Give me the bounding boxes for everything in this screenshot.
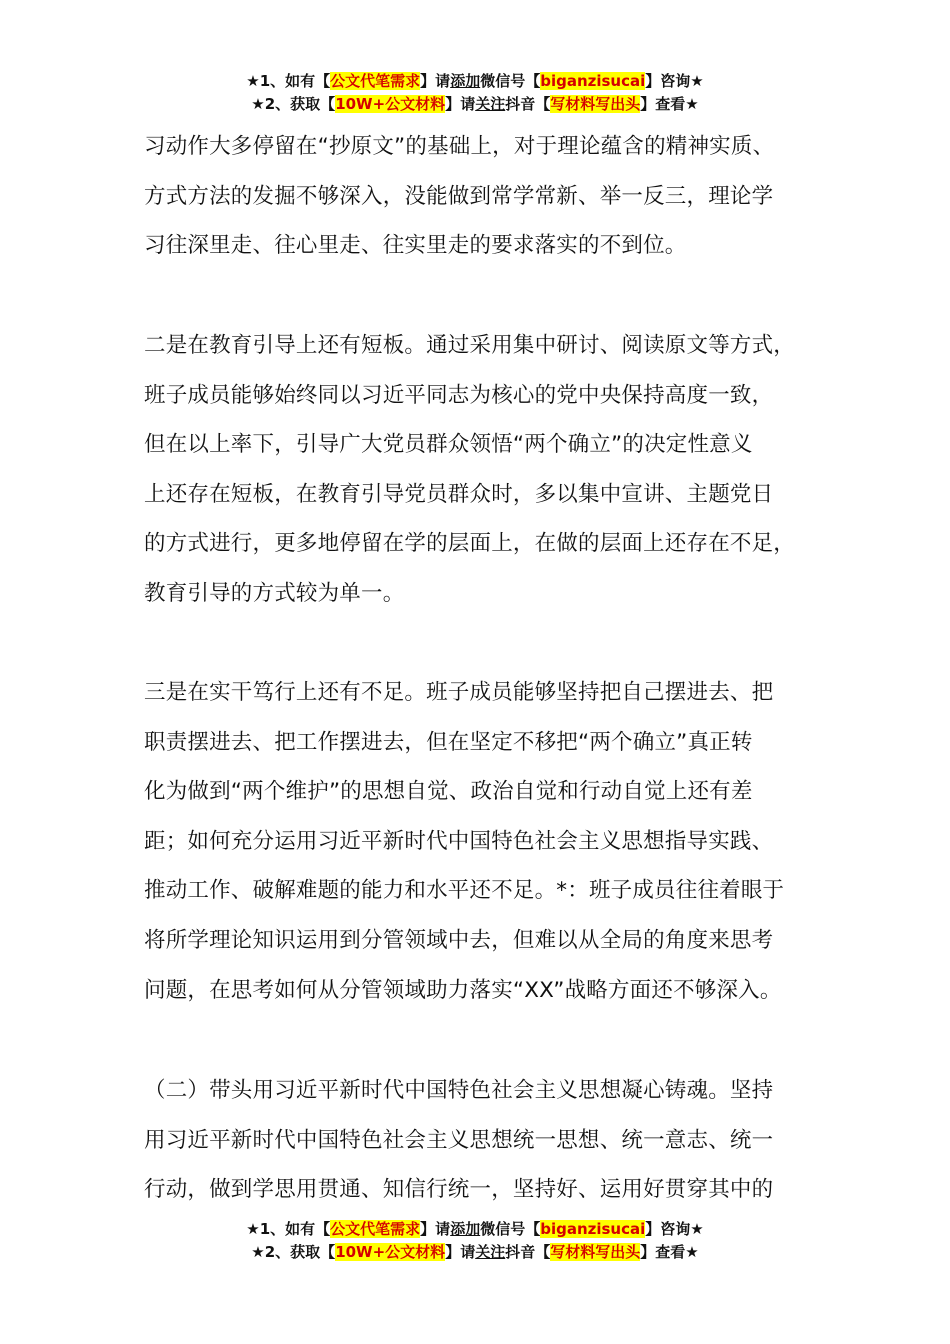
banner-text: 抖音【 — [505, 95, 551, 113]
highlight-service: 公文代笔需求 — [330, 1220, 421, 1238]
text-line: 的方式进行，更多地停留在学的层面上，在做的层面上还存在不足， — [144, 531, 796, 557]
banner-text: 】查看★ — [640, 1243, 699, 1261]
text-line: 班子成员能够始终同以习近平同志为核心的党中央保持高度一致， — [144, 382, 774, 408]
highlight-materials: 10W+公文材料 — [335, 95, 446, 113]
text-line: 上还存在短板，在教育引导党员群众时，多以集中宣讲、主题党日 — [144, 481, 774, 507]
footer-banner — [0, 1218, 950, 1264]
header-banner-line-2 — [0, 93, 950, 116]
highlight-douyin-account: 写材料写出头 — [550, 1243, 641, 1261]
banner-text: 】请 — [420, 72, 451, 90]
text-line: 距；如何充分运用习近平新时代中国特色社会主义思想指导实践、 — [144, 828, 774, 854]
footer-banner-line-2 — [0, 1241, 950, 1264]
underlined-text: 添加 — [450, 72, 481, 90]
highlight-wechat-id: biganzisucai — [540, 72, 646, 90]
banner-text: 微信号【 — [480, 72, 541, 90]
banner-text: 抖音【 — [505, 1243, 551, 1261]
paragraph-3 — [144, 668, 834, 1015]
banner-text: ★1、如有【 — [246, 72, 331, 90]
underlined-text: 关注 — [475, 1243, 506, 1261]
text-line: 行动，做到学思用贯通、知信行统一，坚持好、运用好贯穿其中的 — [144, 1177, 774, 1203]
banner-text: 微信号【 — [480, 1220, 541, 1238]
text-line: 三是在实干笃行上还有不足。班子成员能够坚持把自己摆进去、把 — [144, 680, 774, 705]
highlight-materials: 10W+公文材料 — [335, 1243, 446, 1261]
banner-text: ★1、如有【 — [246, 1220, 331, 1238]
text-line: 二是在教育引导上还有短板。通过采用集中研讨、阅读原文等方式， — [144, 333, 796, 358]
banner-text: 】咨询★ — [645, 72, 704, 90]
banner-text: 】请 — [445, 95, 476, 113]
banner-text: ★2、获取【 — [251, 1243, 336, 1261]
paragraph-4 — [144, 1066, 834, 1215]
text-line: 习动作大多停留在“抄原文”的基础上，对于理论蕴含的精神实质、 — [144, 134, 775, 159]
banner-text: ★2、获取【 — [251, 95, 336, 113]
banner-text: 】请 — [420, 1220, 451, 1238]
underlined-text: 添加 — [450, 1220, 481, 1238]
paragraph-1 — [144, 122, 834, 271]
text-line: 职责摆进去、把工作摆进去，但在坚定不移把“两个确立”真正转 — [144, 729, 753, 755]
text-line: 推动工作、破解难题的能力和水平还不足。*：班子成员往往着眼于 — [144, 878, 785, 904]
text-line: 教育引导的方式较为单一。 — [144, 580, 405, 606]
highlight-service: 公文代笔需求 — [330, 72, 421, 90]
text-line: 化为做到“两个维护”的思想自觉、政治自觉和行动自觉上还有差 — [144, 779, 753, 805]
header-banner-line-1 — [0, 70, 950, 93]
header-banner — [0, 70, 950, 116]
text-line: （二）带头用习近平新时代中国特色社会主义思想凝心铸魂。坚持 — [144, 1078, 774, 1103]
banner-text: 】咨询★ — [645, 1220, 704, 1238]
text-line: 用习近平新时代中国特色社会主义思想统一思想、统一意志、统一 — [144, 1127, 774, 1153]
text-line: 习往深里走、往心里走、往实里走的要求落实的不到位。 — [144, 233, 687, 259]
banner-text: 】请 — [445, 1243, 476, 1261]
highlight-wechat-id: biganzisucai — [540, 1220, 646, 1238]
paragraph-2 — [144, 321, 834, 619]
underlined-text: 关注 — [475, 95, 506, 113]
text-line: 问题，在思考如何从分管领域助力落实“XX”战略方面还不够深入。 — [144, 977, 782, 1003]
text-line: 但在以上率下，引导广大党员群众领悟“两个确立”的决定性意义 — [144, 432, 753, 458]
text-line: 将所学理论知识运用到分管领域中去，但难以从全局的角度来思考 — [144, 927, 774, 953]
banner-text: 】查看★ — [640, 95, 699, 113]
highlight-douyin-account: 写材料写出头 — [550, 95, 641, 113]
text-line: 方式方法的发掘不够深入，没能做到常学常新、举一反三，理论学 — [144, 183, 774, 209]
footer-banner-line-1 — [0, 1218, 950, 1241]
